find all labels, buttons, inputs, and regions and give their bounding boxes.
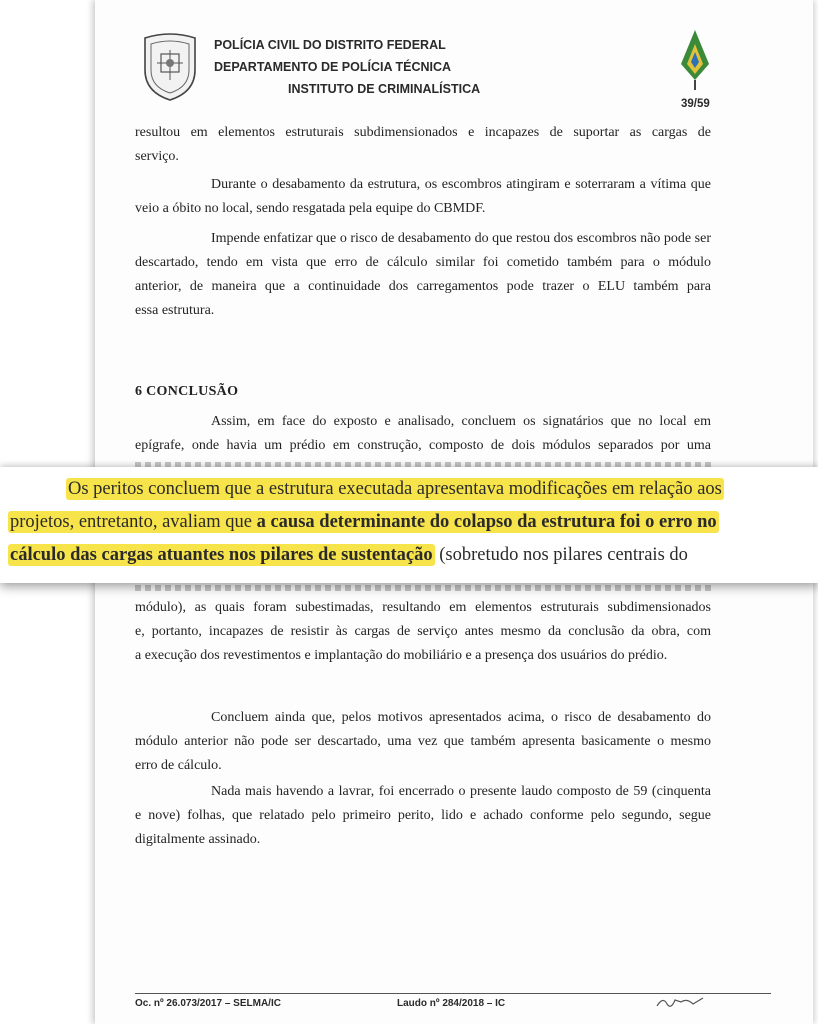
highlighted-plain: projetos, entretanto, avaliam que xyxy=(10,512,257,532)
text-line: Assim, em face do exposto e analisado, concluem os signatários que no local em xyxy=(211,414,711,429)
footer-report-number: Laudo nº 284/2018 – IC xyxy=(397,998,506,1009)
header-line-1: POLÍCIA CIVIL DO DISTRITO FEDERAL xyxy=(214,38,446,52)
paragraph-2 xyxy=(135,173,711,221)
header-line-2: DEPARTAMENTO DE POLÍCIA TÉCNICA xyxy=(214,60,452,74)
police-crest-icon xyxy=(137,30,203,102)
closing-paragraph xyxy=(135,780,711,852)
signature-mark-icon xyxy=(655,992,705,1010)
text-line: epígrafe, onde havia um prédio em construção, composto de dois módulos separados por uma xyxy=(135,438,711,453)
page-number: 39/59 xyxy=(681,98,710,110)
footer-occurrence: Oc. nº 26.073/2017 – SELMA/IC xyxy=(135,998,281,1009)
conclusion-paragraph-2 xyxy=(135,706,711,778)
callout-line-2 xyxy=(8,506,792,539)
text-line: descartado, tendo em vista que erro de cálculo similar foi cometido também para o módulo xyxy=(135,255,711,270)
text-line: módulo), as quais foram subestimadas, resultando em elementos estruturais subdimensionados xyxy=(135,600,711,615)
flag-icon xyxy=(675,30,715,92)
text-line: digitalmente assinado. xyxy=(135,832,261,847)
text-line: serviço. xyxy=(135,149,179,164)
highlighted-bold: a causa determinante do colapso da estrutura foi o erro no xyxy=(256,512,717,532)
continuation-paragraph xyxy=(135,596,711,668)
text-line: a execução dos revestimentos e implantação do mobiliário e a presença dos usuários do prédio. xyxy=(135,648,668,663)
institution-header xyxy=(214,34,480,100)
text-line: módulo anterior não pode ser descartado, uma vez que também apresenta basicamente o mesmo xyxy=(135,734,711,749)
text-line: anterior, de maneira que a continuidade dos carregamentos pode trazer o ELU também para xyxy=(135,279,711,294)
text-line: veio a óbito no local, sendo resgatada pela equipe do CBMDF. xyxy=(135,201,486,216)
text-line: resultou em elementos estruturais subdimensionados e incapazes de suportar as cargas de xyxy=(135,125,711,140)
highlighted-text: Os peritos concluem que a estrutura executada apresentava modificações em relação aos xyxy=(68,479,722,499)
text-line: erro de cálculo. xyxy=(135,758,222,773)
text-line: e nove) folhas, que relatado pelo primeiro perito, lido e achado conforme pelo segundo, segue xyxy=(135,808,711,823)
callout-line-3 xyxy=(8,539,792,572)
paragraph-3 xyxy=(135,227,711,323)
conclusion-paragraph xyxy=(135,410,711,458)
callout-line-1 xyxy=(8,473,792,506)
highlighted-text xyxy=(8,511,719,533)
text-line: Durante o desabamento da estrutura, os escombros atingiram e soterraram a vítima que xyxy=(211,177,711,192)
callout-plain-text: (sobretudo nos pilares centrais do xyxy=(434,545,688,565)
text-line: essa estrutura. xyxy=(135,303,215,318)
paragraph-1 xyxy=(135,121,711,169)
text-line: Concluem ainda que, pelos motivos apresentados acima, o risco de desabamento do xyxy=(211,710,711,725)
text-line: Impende enfatizar que o risco de desabamento do que restou dos escombros não pode ser xyxy=(211,231,711,246)
obscured-text-line xyxy=(135,585,711,591)
text-line: e, portanto, incapazes de resistir às cargas de serviço antes mesmo da conclusão da obra, com xyxy=(135,624,711,639)
section-heading: 6 CONCLUSÃO xyxy=(135,384,239,399)
callout-text xyxy=(8,473,792,572)
text-line: Nada mais havendo a lavrar, foi encerrado o presente laudo composto de 59 (cinquenta xyxy=(211,784,711,799)
highlighted-bold: cálculo das cargas atuantes nos pilares de sustentação xyxy=(10,545,433,565)
header-line-3: INSTITUTO DE CRIMINALÍSTICA xyxy=(288,82,481,96)
highlight-callout xyxy=(0,467,818,583)
